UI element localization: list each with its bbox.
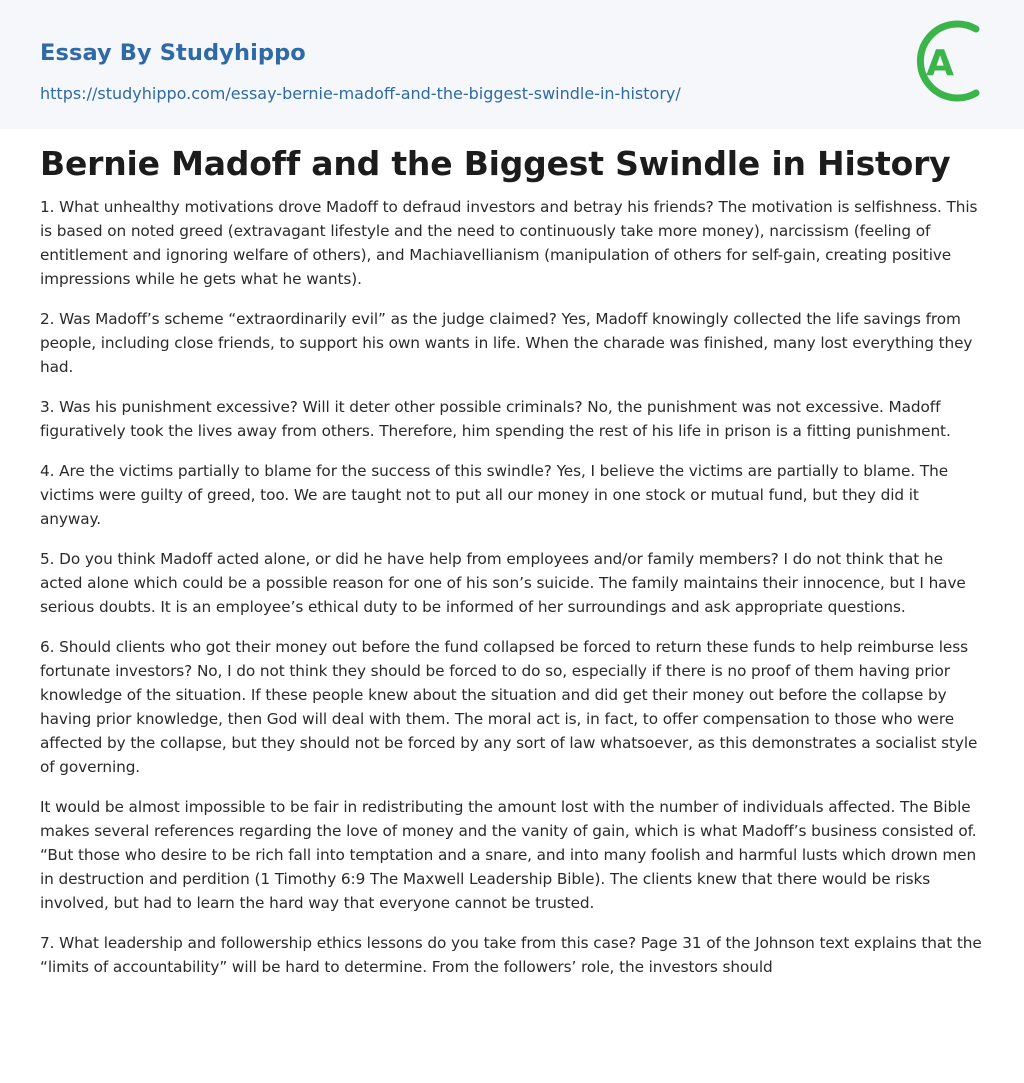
essay-body <box>40 195 982 995</box>
page-header <box>0 0 1024 129</box>
essay-title: Bernie Madoff and the Biggest Swindle in History <box>40 144 951 183</box>
essay-paragraph: 7. What leadership and followership ethics lessons do you take from this case? Page 31 of the Johnson text explains that the “limits of accountability” will be hard to determine. From the followers’ role, the investors should <box>40 934 982 976</box>
essay-paragraph: 1. What unhealthy motivations drove Madoff to defraud investors and betray his friends? The motivation is selfishness. This is based on noted greed (extravagant lifestyle and the need to continuously take more money), narcissism (feeling of entitlement and ignoring welfare of others), and Machiavellianism (manipulation of others for self-gain, creating positive impressions while he gets what he wants). <box>40 198 978 288</box>
essay-paragraph: 4. Are the victims partially to blame for the success of this swindle? Yes, I believe the victims are partially to blame. The victims were guilty of greed, too. We are taught not to put all our money in one stock or mutual fund, but they did it anyway. <box>40 462 949 528</box>
essay-paragraph: 3. Was his punishment excessive? Will it deter other possible criminals? No, the punishment was not excessive. Madoff figuratively took the lives away from others. Therefore, him spending the rest of his life in prison is a fitting punishment. <box>40 398 951 440</box>
essay-paragraph: 5. Do you think Madoff acted alone, or did he have help from employees and/or family members? I do not think that he acted alone which could be a possible reason for one of his son’s suicide. The family maintains their innocence, but I have serious doubts. It is an employee’s ethical duty to be informed of her surroundings and ask appropriate questions. <box>40 550 966 616</box>
logo-letter: A <box>926 43 954 84</box>
studyhippo-logo-icon[interactable] <box>910 17 990 107</box>
brand-title[interactable]: Essay By Studyhippo <box>40 40 306 66</box>
essay-paragraph: It would be almost impossible to be fair in redistributing the amount lost with the number of individuals affected. The Bible makes several references regarding the love of money and the vanity of gain, which is what Madoff’s business consisted of. “But those who desire to be rich fall into temptation and a snare, and into many foolish and harmful lusts which drown men in destruction and perdition (1 Timothy 6:9 The Maxwell Leadership Bible). The clients knew that there would be risks involved, but had to learn the hard way that everyone cannot be trusted. <box>40 798 977 912</box>
essay-paragraph: 6. Should clients who got their money out before the fund collapsed be forced to return these funds to help reimburse less fortunate investors? No, I do not think they should be forced to do so, especially if there is no proof of them having prior knowledge of the situation. If these people knew about the situation and did get their money out before the collapse by having prior knowledge, then God will deal with them. The moral act is, in fact, to offer compensation to those who were affected by the collapse, but they should not be forced by any sort of law whatsoever, as this demonstrates a socialist style of governing. <box>40 638 978 776</box>
essay-paragraph: 2. Was Madoff’s scheme “extraordinarily evil” as the judge claimed? Yes, Madoff knowingly collected the life savings from people, including close friends, to support his own wants in life. When the charade was finished, many lost everything they had. <box>40 310 973 376</box>
essay-url-link[interactable]: https://studyhippo.com/essay-bernie-madoff-and-the-biggest-swindle-in-history/ <box>40 84 681 103</box>
